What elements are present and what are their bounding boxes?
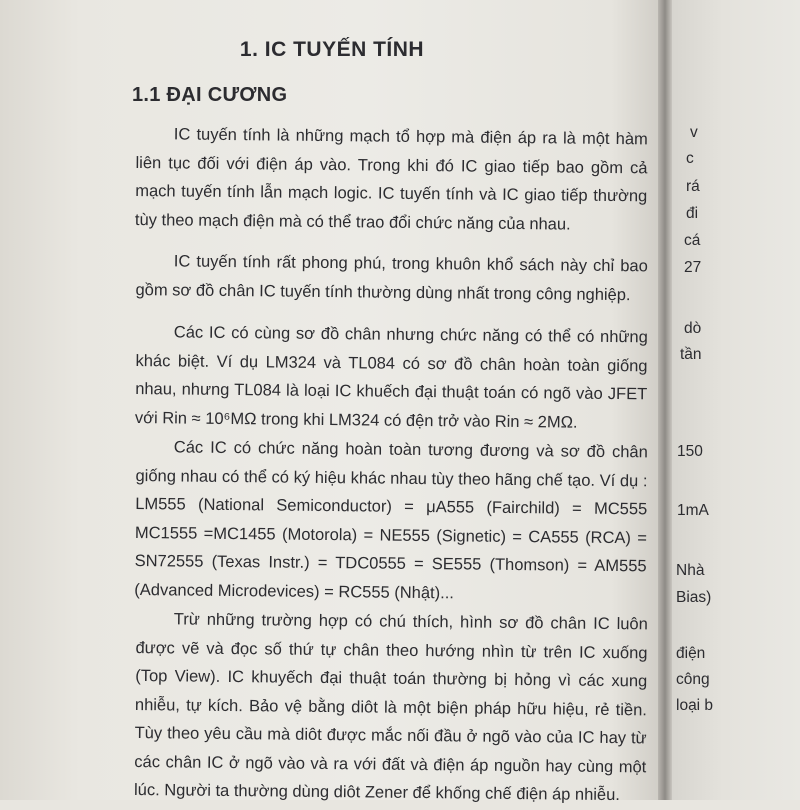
- right-page-fragment: đi: [686, 205, 699, 222]
- chapter-title: 1. IC TUYẾN TÍNH: [239, 38, 425, 61]
- paragraph-5: Trừ những trường hợp có chú thích, hình sơ đồ chân IC luôn được vẽ và đọc số thứ tự chân theo hướng nhìn từ trên IC xuống (Top View). IC khuyếch đại thuật toán thường bị hỏng vì các xung nhiễu, tự kích. Bảo vệ bằng diôt là một biện pháp hữu hiệu, rẻ tiền. Tùy theo yêu cầu mà diôt được mắc nối đầu ở ngõ vào của IC hay từ các chân IC ở ngõ vào và ra với đất và điện áp nguồn hay cùng một lúc. Người ta thường dùng diôt Zener để khống chế điện áp nhiễu.: [133, 610, 648, 805]
- right-page-fragment: điện: [676, 645, 706, 662]
- right-page-fragment: 150: [677, 443, 703, 460]
- right-page-fragment: c: [686, 150, 694, 167]
- paragraph-4: Các IC có chức năng hoàn toàn tương đương và sơ đồ chân giống nhau có thể có ký hiệu khác nhau tùy theo hãng chế tạo. Ví dụ : LM555 (National Semiconductor) = μA555 (Fairchild) = MC555 MC1555 =MC1455 (Motorola) = NE555 (Signetic) = CA555 (RCA) = SN72555 (Texas Instr.) = TDC0555 = SE555 (Thomson) = AM555 (Advanced Microdevices) = RC555 (Nhật)...: [134, 438, 648, 602]
- right-page-fragment: Nhà: [676, 562, 705, 579]
- paragraph-2: IC tuyến tính rất phong phú, trong khuôn khổ sách này chỉ bao gồm sơ đồ chân IC tuyến tính thường dùng nhất trong công nghiệp.: [135, 252, 648, 304]
- right-page-fragment: tần: [680, 346, 702, 363]
- paragraph-1: IC tuyến tính là những mạch tổ hợp mà điện áp ra là một hàm liên tục đối với điện áp vào. Trong khi đó IC giao tiếp bao gồm cả mạch tuyến tính lẫn mạch logic. IC tuyến tính và IC giao tiếp thường tùy theo mạch điện mà có thể trao đổi chức năng của nhau.: [134, 125, 648, 234]
- section-heading: 1.1 ĐẠI CƯƠNG: [132, 84, 288, 106]
- right-page-fragment: rá: [686, 178, 700, 195]
- right-page-fragment: Bias): [676, 589, 712, 606]
- right-page-fragment: v: [690, 124, 698, 141]
- paragraph-3: Các IC có cùng sơ đồ chân nhưng chức năng có thể có những khác biệt. Ví dụ LM324 và TL084 có sơ đồ chân hoàn toàn giống nhau, nhưng TL084 là loại IC khuếch đại thuật toán có ngõ vào JFET với Rin ≈ 10⁶MΩ trong khi LM324 có đện trở vào Rin ≈ 2MΩ.: [134, 323, 648, 432]
- right-page-fragment: loại b: [676, 697, 714, 714]
- right-page-fragment: cá: [684, 232, 701, 249]
- right-page-fragment: 1mA: [677, 502, 709, 519]
- book-gutter: [658, 0, 672, 800]
- right-page-fragment: dò: [684, 320, 702, 337]
- right-page-fragment: 27: [684, 259, 702, 276]
- right-page-fragment: công: [676, 671, 710, 688]
